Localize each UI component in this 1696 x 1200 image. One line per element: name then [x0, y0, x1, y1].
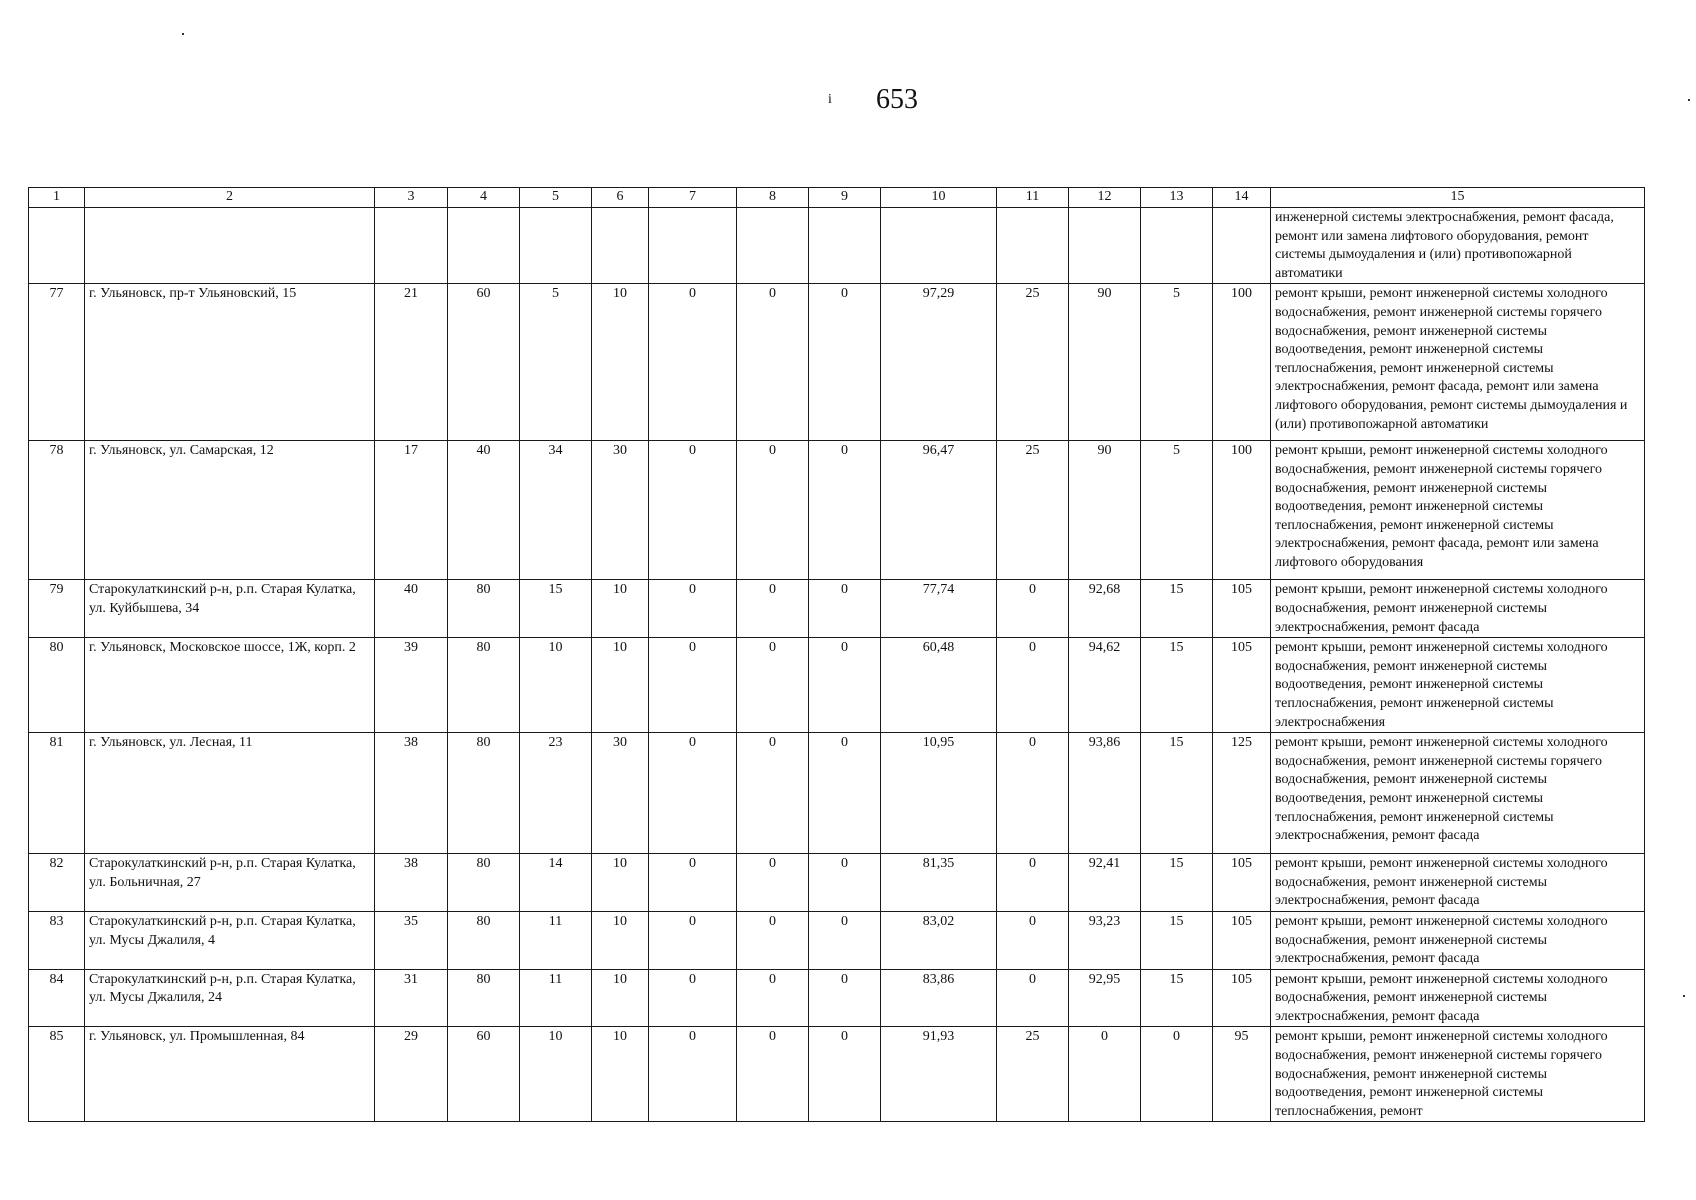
value-cell-c8: 0 — [737, 638, 809, 733]
works-cell: ремонт крыши, ремонт инженерной системы холодного водоснабжения, ремонт инженерной системы электроснабжения, ремонт фасада — [1271, 911, 1645, 969]
value-cell-c7: 0 — [649, 911, 737, 969]
column-number-header — [29, 188, 1645, 208]
table-row — [29, 580, 1645, 638]
page-number-text: 653 — [875, 84, 918, 115]
table-row — [29, 638, 1645, 733]
value-cell-c6: 10 — [592, 854, 649, 912]
table-row-continuation — [29, 208, 1645, 284]
value-cell-c8: 0 — [737, 969, 809, 1027]
column-header-14: 14 — [1213, 188, 1271, 208]
value-cell-c10: 83,86 — [881, 969, 997, 1027]
empty-cell — [29, 208, 85, 284]
table-row — [29, 854, 1645, 912]
value-cell-c4: 80 — [448, 733, 520, 854]
value-cell-c5: 23 — [520, 733, 592, 854]
value-cell-c8: 0 — [737, 441, 809, 580]
value-cell-c6: 10 — [592, 969, 649, 1027]
value-cell-c5: 11 — [520, 911, 592, 969]
value-cell-c7: 0 — [649, 638, 737, 733]
empty-cell — [1141, 208, 1213, 284]
works-cell: ремонт крыши, ремонт инженерной системы холодного водоснабжения, ремонт инженерной системы электроснабжения, ремонт фасада — [1271, 854, 1645, 912]
column-header-12: 12 — [1069, 188, 1141, 208]
value-cell-c3: 31 — [375, 969, 448, 1027]
empty-cell — [649, 208, 737, 284]
value-cell-c13: 15 — [1141, 854, 1213, 912]
empty-cell — [520, 208, 592, 284]
value-cell-c6: 10 — [592, 284, 649, 441]
value-cell-c13: 15 — [1141, 638, 1213, 733]
column-header-5: 5 — [520, 188, 592, 208]
value-cell-c9: 0 — [809, 854, 881, 912]
row-number-cell: 84 — [29, 969, 85, 1027]
works-cell: ремонт крыши, ремонт инженерной системы холодного водоснабжения, ремонт инженерной системы электроснабжения, ремонт фасада — [1271, 580, 1645, 638]
column-header-15: 15 — [1271, 188, 1645, 208]
value-cell-c3: 38 — [375, 854, 448, 912]
value-cell-c8: 0 — [737, 284, 809, 441]
value-cell-c13: 0 — [1141, 1027, 1213, 1122]
value-cell-c14: 100 — [1213, 284, 1271, 441]
empty-cell — [1213, 208, 1271, 284]
value-cell-c13: 15 — [1141, 580, 1213, 638]
value-cell-c4: 40 — [448, 441, 520, 580]
value-cell-c3: 29 — [375, 1027, 448, 1122]
value-cell-c6: 30 — [592, 441, 649, 580]
value-cell-c9: 0 — [809, 580, 881, 638]
row-number-cell: 78 — [29, 441, 85, 580]
value-cell-c7: 0 — [649, 969, 737, 1027]
value-cell-c7: 0 — [649, 733, 737, 854]
value-cell-c9: 0 — [809, 969, 881, 1027]
value-cell-c10: 96,47 — [881, 441, 997, 580]
value-cell-c4: 80 — [448, 969, 520, 1027]
value-cell-c9: 0 — [809, 911, 881, 969]
value-cell-c4: 80 — [448, 638, 520, 733]
value-cell-c12: 92,95 — [1069, 969, 1141, 1027]
value-cell-c4: 80 — [448, 911, 520, 969]
address-cell: Старокулаткинский р-н, р.п. Старая Кулатка, ул. Больничная, 27 — [85, 854, 375, 912]
value-cell-c10: 10,95 — [881, 733, 997, 854]
value-cell-c7: 0 — [649, 1027, 737, 1122]
repair-registry-table — [28, 187, 1645, 1122]
column-header-13: 13 — [1141, 188, 1213, 208]
value-cell-c8: 0 — [737, 854, 809, 912]
value-cell-c3: 38 — [375, 733, 448, 854]
row-number-cell: 80 — [29, 638, 85, 733]
column-header-6: 6 — [592, 188, 649, 208]
value-cell-c5: 34 — [520, 441, 592, 580]
value-cell-c7: 0 — [649, 580, 737, 638]
row-number-cell: 77 — [29, 284, 85, 441]
value-cell-c8: 0 — [737, 1027, 809, 1122]
empty-cell — [375, 208, 448, 284]
value-cell-c12: 92,41 — [1069, 854, 1141, 912]
value-cell-c7: 0 — [649, 441, 737, 580]
value-cell-c11: 0 — [997, 911, 1069, 969]
value-cell-c9: 0 — [809, 1027, 881, 1122]
row-number-cell: 82 — [29, 854, 85, 912]
value-cell-c4: 60 — [448, 1027, 520, 1122]
value-cell-c3: 40 — [375, 580, 448, 638]
empty-cell — [592, 208, 649, 284]
value-cell-c6: 30 — [592, 733, 649, 854]
value-cell-c14: 105 — [1213, 638, 1271, 733]
value-cell-c12: 94,62 — [1069, 638, 1141, 733]
value-cell-c9: 0 — [809, 638, 881, 733]
address-cell: г. Ульяновск, ул. Лесная, 11 — [85, 733, 375, 854]
value-cell-c11: 0 — [997, 854, 1069, 912]
column-header-9: 9 — [809, 188, 881, 208]
table-row — [29, 969, 1645, 1027]
table-row — [29, 284, 1645, 441]
value-cell-c9: 0 — [809, 441, 881, 580]
page-number — [0, 84, 1696, 116]
value-cell-c14: 105 — [1213, 911, 1271, 969]
column-header-10: 10 — [881, 188, 997, 208]
value-cell-c14: 125 — [1213, 733, 1271, 854]
empty-cell — [809, 208, 881, 284]
value-cell-c14: 105 — [1213, 580, 1271, 638]
address-cell: Старокулаткинский р-н, р.п. Старая Кулатка, ул. Мусы Джалиля, 4 — [85, 911, 375, 969]
value-cell-c11: 25 — [997, 1027, 1069, 1122]
value-cell-c6: 10 — [592, 638, 649, 733]
value-cell-c11: 0 — [997, 638, 1069, 733]
value-cell-c11: 0 — [997, 969, 1069, 1027]
address-cell: Старокулаткинский р-н, р.п. Старая Кулатка, ул. Мусы Джалиля, 24 — [85, 969, 375, 1027]
scan-speck — [182, 33, 184, 35]
works-cell: ремонт крыши, ремонт инженерной системы холодного водоснабжения, ремонт инженерной системы горячего водоснабжения, ремонт инженерной системы водоотведения, ремонт инженерной системы теплоснабжения, ремонт инженерной системы электроснабжения, ремонт фасада, ремонт или замена лифтового оборудования, ремонт системы дымоудаления и (или) противопожарной автоматики — [1271, 284, 1645, 441]
value-cell-c5: 11 — [520, 969, 592, 1027]
value-cell-c10: 81,35 — [881, 854, 997, 912]
value-cell-c12: 90 — [1069, 441, 1141, 580]
value-cell-c10: 91,93 — [881, 1027, 997, 1122]
column-header-8: 8 — [737, 188, 809, 208]
value-cell-c3: 39 — [375, 638, 448, 733]
value-cell-c5: 15 — [520, 580, 592, 638]
value-cell-c10: 97,29 — [881, 284, 997, 441]
address-cell: г. Ульяновск, Московское шоссе, 1Ж, корп. 2 — [85, 638, 375, 733]
address-cell: г. Ульяновск, ул. Самарская, 12 — [85, 441, 375, 580]
value-cell-c8: 0 — [737, 733, 809, 854]
value-cell-c14: 100 — [1213, 441, 1271, 580]
value-cell-c14: 95 — [1213, 1027, 1271, 1122]
value-cell-c6: 10 — [592, 911, 649, 969]
value-cell-c3: 17 — [375, 441, 448, 580]
value-cell-c13: 5 — [1141, 284, 1213, 441]
scan-speck — [1683, 995, 1685, 997]
value-cell-c10: 60,48 — [881, 638, 997, 733]
empty-cell — [448, 208, 520, 284]
works-cell: ремонт крыши, ремонт инженерной системы холодного водоснабжения, ремонт инженерной системы горячего водоснабжения, ремонт инженерной системы водоотведения, ремонт инженерной системы теплоснабжения, ремонт инженерной системы электроснабжения, ремонт фасада — [1271, 733, 1645, 854]
value-cell-c11: 0 — [997, 733, 1069, 854]
value-cell-c11: 25 — [997, 441, 1069, 580]
value-cell-c12: 92,68 — [1069, 580, 1141, 638]
value-cell-c12: 0 — [1069, 1027, 1141, 1122]
row-number-cell: 85 — [29, 1027, 85, 1122]
value-cell-c14: 105 — [1213, 969, 1271, 1027]
works-cell: ремонт крыши, ремонт инженерной системы холодного водоснабжения, ремонт инженерной системы электроснабжения, ремонт фасада — [1271, 969, 1645, 1027]
value-cell-c4: 60 — [448, 284, 520, 441]
value-cell-c3: 21 — [375, 284, 448, 441]
table-row — [29, 733, 1645, 854]
table-row — [29, 441, 1645, 580]
value-cell-c10: 83,02 — [881, 911, 997, 969]
page-mark: i — [828, 92, 832, 107]
column-header-2: 2 — [85, 188, 375, 208]
value-cell-c12: 93,23 — [1069, 911, 1141, 969]
column-header-1: 1 — [29, 188, 85, 208]
value-cell-c5: 5 — [520, 284, 592, 441]
value-cell-c4: 80 — [448, 580, 520, 638]
value-cell-c7: 0 — [649, 854, 737, 912]
table-row — [29, 1027, 1645, 1122]
works-cell: ремонт крыши, ремонт инженерной системы холодного водоснабжения, ремонт инженерной системы водоотведения, ремонт инженерной системы теплоснабжения, ремонт инженерной системы электроснабжения — [1271, 638, 1645, 733]
row-number-cell: 83 — [29, 911, 85, 969]
value-cell-c4: 80 — [448, 854, 520, 912]
value-cell-c3: 35 — [375, 911, 448, 969]
value-cell-c6: 10 — [592, 1027, 649, 1122]
value-cell-c14: 105 — [1213, 854, 1271, 912]
empty-cell — [737, 208, 809, 284]
value-cell-c11: 25 — [997, 284, 1069, 441]
value-cell-c5: 10 — [520, 638, 592, 733]
value-cell-c8: 0 — [737, 911, 809, 969]
value-cell-c13: 15 — [1141, 911, 1213, 969]
value-cell-c13: 15 — [1141, 969, 1213, 1027]
value-cell-c13: 5 — [1141, 441, 1213, 580]
value-cell-c8: 0 — [737, 580, 809, 638]
value-cell-c5: 10 — [520, 1027, 592, 1122]
works-cell: ремонт крыши, ремонт инженерной системы холодного водоснабжения, ремонт инженерной системы горячего водоснабжения, ремонт инженерной системы водоотведения, ремонт инженерной системы теплоснабжения, ремонт инженерной системы электроснабжения, ремонт фасада, ремонт или замена лифтового оборудования — [1271, 441, 1645, 580]
address-cell: г. Ульяновск, ул. Промышленная, 84 — [85, 1027, 375, 1122]
value-cell-c7: 0 — [649, 284, 737, 441]
table-body — [29, 208, 1645, 1122]
value-cell-c9: 0 — [809, 284, 881, 441]
empty-cell — [1069, 208, 1141, 284]
address-cell: Старокулаткинский р-н, р.п. Старая Кулатка, ул. Куйбышева, 34 — [85, 580, 375, 638]
empty-cell — [85, 208, 375, 284]
value-cell-c6: 10 — [592, 580, 649, 638]
value-cell-c5: 14 — [520, 854, 592, 912]
empty-cell — [997, 208, 1069, 284]
works-cell: инженерной системы электроснабжения, ремонт фасада, ремонт или замена лифтового оборудования, ремонт системы дымоудаления и (или) противопожарной автоматики — [1271, 208, 1645, 284]
value-cell-c10: 77,74 — [881, 580, 997, 638]
value-cell-c9: 0 — [809, 733, 881, 854]
row-number-cell: 79 — [29, 580, 85, 638]
empty-cell — [881, 208, 997, 284]
column-header-7: 7 — [649, 188, 737, 208]
column-header-4: 4 — [448, 188, 520, 208]
address-cell: г. Ульяновск, пр-т Ульяновский, 15 — [85, 284, 375, 441]
column-header-3: 3 — [375, 188, 448, 208]
value-cell-c12: 93,86 — [1069, 733, 1141, 854]
table-row — [29, 911, 1645, 969]
value-cell-c12: 90 — [1069, 284, 1141, 441]
value-cell-c11: 0 — [997, 580, 1069, 638]
works-cell: ремонт крыши, ремонт инженерной системы холодного водоснабжения, ремонт инженерной системы горячего водоснабжения, ремонт инженерной системы водоотведения, ремонт инженерной системы теплоснабжения, ремонт — [1271, 1027, 1645, 1122]
row-number-cell: 81 — [29, 733, 85, 854]
value-cell-c13: 15 — [1141, 733, 1213, 854]
column-header-11: 11 — [997, 188, 1069, 208]
